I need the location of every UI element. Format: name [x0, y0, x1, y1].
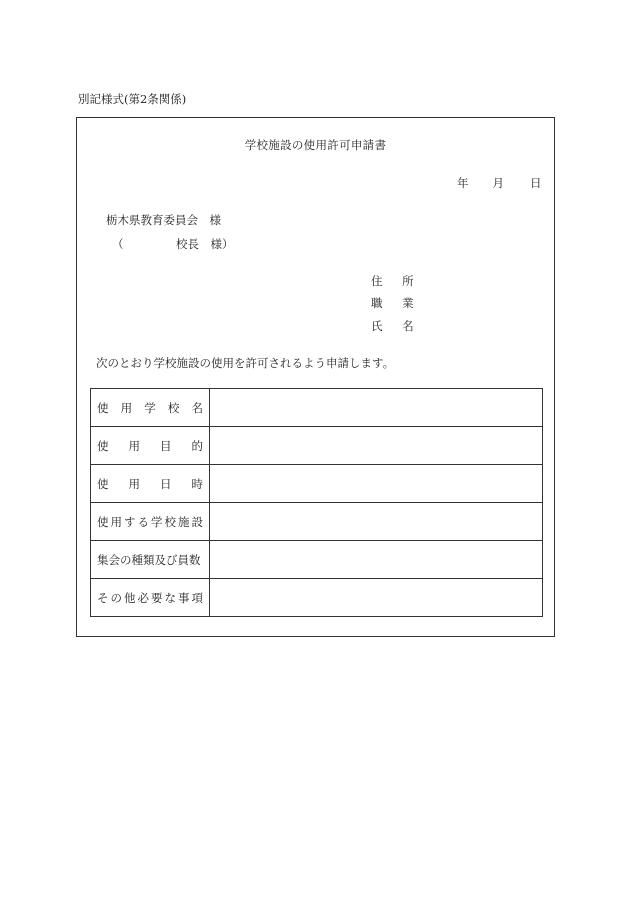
- row-label-cell: [91, 389, 210, 427]
- row-value-field[interactable]: [210, 541, 543, 579]
- row-label-cell: [91, 465, 210, 503]
- applicant-address-label: 住 所: [371, 274, 422, 288]
- row-label: そ の 他 必 要 な 事 項: [97, 590, 203, 605]
- row-value-field[interactable]: [210, 503, 543, 541]
- addressee-board: 栃木県教育委員会 様: [106, 213, 221, 227]
- row-label: 使 用 す る 学 校 施 設: [97, 514, 203, 529]
- row-label-cell: [91, 503, 210, 541]
- addressee-principal: [112, 236, 234, 252]
- date-line: [457, 175, 542, 191]
- table-row: [91, 389, 543, 427]
- row-label: 使 用 日 時: [97, 476, 203, 491]
- row-label-cell: [91, 579, 210, 617]
- row-value-field[interactable]: [210, 389, 543, 427]
- applicant-name-label: 氏 名: [371, 319, 422, 333]
- row-value-field[interactable]: [210, 427, 543, 465]
- row-label-cell: [91, 427, 210, 465]
- form-reference: 別記様式(第2条関係): [78, 92, 187, 106]
- table-row: [91, 427, 543, 465]
- form-title: 学校施設の使用許可申請書: [244, 138, 387, 152]
- request-statement: 次のとおり学校施設の使用を許可されるよう申請します。: [96, 356, 395, 370]
- row-value-field[interactable]: [210, 579, 543, 617]
- addressee-paren-open: （: [112, 237, 124, 251]
- addressee-principal-text: 校長 様）: [176, 237, 234, 251]
- row-value-field[interactable]: [210, 465, 543, 503]
- row-label: 使 用 学 校 名: [97, 400, 203, 415]
- application-items-table: [90, 388, 543, 617]
- table-row: [91, 579, 543, 617]
- table-row: [91, 503, 543, 541]
- applicant-occupation-label: 職 業: [371, 296, 422, 310]
- date-year-label: 年: [457, 176, 469, 190]
- table-row: [91, 465, 543, 503]
- date-day-label: 日: [530, 176, 542, 190]
- row-label: 使 用 目 的: [97, 438, 203, 453]
- row-label-cell: [91, 541, 210, 579]
- table-row: [91, 541, 543, 579]
- date-month-label: 月: [492, 176, 504, 190]
- row-label: 集会の種類及び員数: [97, 552, 201, 567]
- application-form-frame: [76, 117, 555, 637]
